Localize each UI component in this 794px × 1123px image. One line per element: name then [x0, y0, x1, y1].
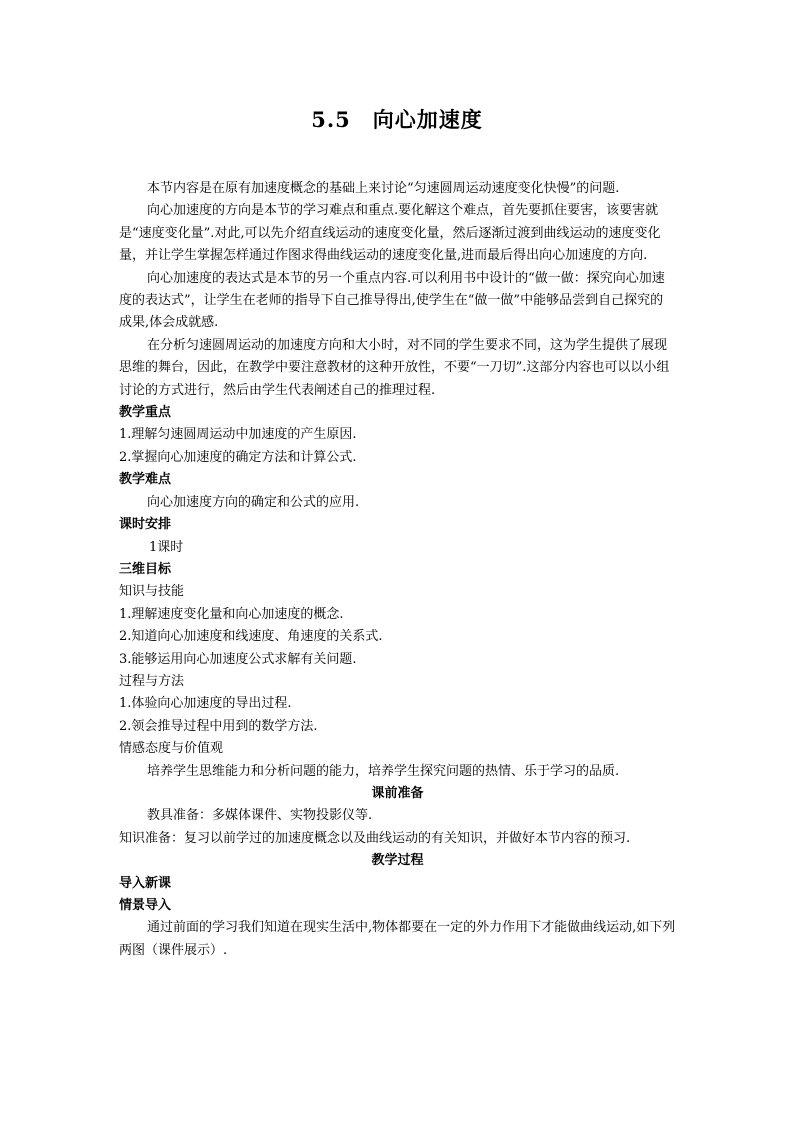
key-point-item-2: 2.掌握向心加速度的确定方法和计算公式.: [119, 449, 357, 465]
preparation-knowledge: 知识准备：复习以前学过的加速度概念以及曲线运动的有关知识，并做好本节内容的预习.: [119, 830, 631, 846]
process-item-2: 2.领会推导过程中用到的数学方法.: [119, 718, 318, 734]
process-method-heading: 过程与方法: [119, 673, 185, 689]
scene-intro-heading: 情景导入: [119, 898, 172, 913]
document-body: [119, 178, 676, 962]
teaching-process-heading: 教学过程: [371, 853, 424, 869]
schedule-heading: 课时安排: [119, 517, 172, 533]
attitude-heading: 情感态度与价值观: [119, 741, 224, 757]
new-lesson-heading: 导入新课: [119, 875, 172, 891]
preparation-tools: 教具准备：多媒体课件、实物投影仪等.: [147, 808, 373, 824]
difficulties-heading: 教学难点: [119, 472, 172, 488]
intro-paragraph-2: 向心加速度的方向是本节的学习难点和重点.要化解这个难点，首先要抓住要害，该要害就是“速度变化量”.对此,可以先介绍直线运动的速度变化量，然后逐渐过渡到曲线运动的速度变化量，并让学生掌握怎样通过作图求得曲线运动的速度变化量,进而最后得出向心加速度的方向.: [119, 203, 661, 264]
intro-paragraph-4: 在分析匀速圆周运动的加速度方向和大小时，对不同的学生要求不同，这为学生提供了展现思维的舞台，因此，在教学中要注意教材的这种开放性，不要“一刀切”.这部分内容也可以以小组讨论的方式进行，然后由学生代表阐述自己的推理过程.: [119, 337, 670, 398]
preparation-heading: 课前准备: [371, 785, 424, 801]
process-item-1: 1.体验向心加速度的导出过程.: [119, 696, 292, 712]
knowledge-item-3: 3.能够运用向心加速度公式求解有关问题.: [119, 651, 357, 667]
knowledge-skills-heading: 知识与技能: [119, 584, 185, 600]
knowledge-item-2: 2.知道向心加速度和线速度、角速度的关系式.: [119, 629, 383, 645]
intro-paragraph-3: 向心加速度的表达式是本节的另一个重点内容.可以利用书中设计的“做一做：探究向心加速度的表达式”，让学生在老师的指导下自己推导得出,使学生在“做一做”中能够品尝到自己探究的成果,体会成就感.: [119, 270, 665, 331]
difficulties-text: 向心加速度方向的确定和公式的应用.: [147, 494, 360, 510]
intro-paragraph-1: 本节内容是在原有加速度概念的基础上来讨论“匀速圆周运动速度变化快慢”的问题.: [147, 181, 620, 196]
knowledge-item-1: 1.理解速度变化量和向心加速度的概念.: [119, 606, 344, 622]
schedule-text: 1课时: [149, 539, 184, 555]
scene-intro-text: 通过前面的学习我们知道在现实生活中,物体都要在一定的外力作用下才能做曲线运动,如下列两图（课件展示）.: [119, 920, 676, 958]
key-points-heading: 教学重点: [119, 405, 172, 421]
attitude-text: 培养学生思维能力和分析问题的能力，培养学生探究问题的热情、乐于学习的品质.: [147, 763, 620, 779]
goals-heading: 三维目标: [119, 561, 172, 577]
key-point-item-1: 1.理解匀速圆周运动中加速度的产生原因.: [119, 427, 357, 443]
page-title: 5.5 向心加速度: [311, 107, 483, 132]
